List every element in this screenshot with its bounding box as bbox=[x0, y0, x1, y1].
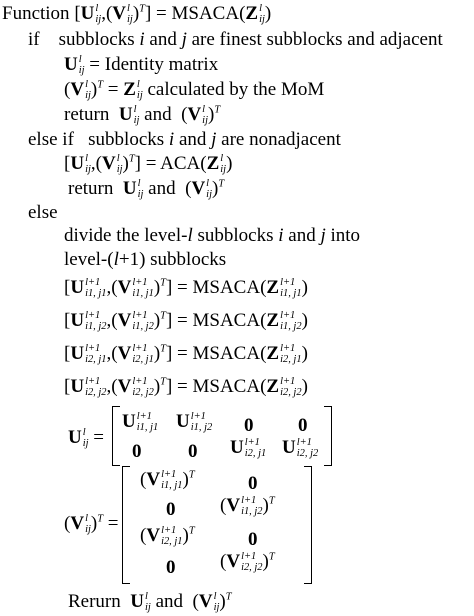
return-line-2: return U l ij and (V l ij )$^T$ bbox=[68, 178, 225, 200]
kw-if: if bbox=[28, 29, 40, 50]
identity-line: U l ij = Identity matrix bbox=[64, 54, 219, 76]
elseif-line: else if subblocks i and j are nonadjacent bbox=[28, 129, 341, 150]
v-matrix: (V l+1 i1, j1 )$^T$ 0 0 (V l+1 i1, j2 )$^T$ (V l+1 i2, j1 )$^T$ 0 0 (V l+1 i2, j2 )$^T$ bbox=[122, 466, 312, 584]
aca-line: [U l ij ,(V l ij )$^T$] = ACA(Z l ij ) bbox=[64, 153, 233, 175]
u-matrix: U l+1 i1, j1 U l+1 i1, j2 0 0 0 0 U l+1 i2, j1 U l+1 i2, j2 bbox=[112, 406, 332, 466]
function-line: Function [U l ij ,(V l ij )$^T$] = MSACA(Z l ij ) bbox=[2, 3, 272, 25]
return-line-final: Rerurn U l ij and (V l ij )$^T$ bbox=[68, 591, 232, 613]
recursive-call-3: [U l+1 i2, j1 ,(V l+1 i2, j1 )$^T$] = MSACA(Z l+1 i2, j1 ) bbox=[64, 343, 308, 365]
return-line-1: return U l ij and (V l ij )$^T$ bbox=[64, 104, 221, 126]
recursive-call-4: [U l+1 i2, j2 ,(V l+1 i2, j2 )$^T$] = MSACA(Z l+1 i2, j2 ) bbox=[64, 376, 308, 398]
u-matrix-lhs: U l ij = bbox=[68, 427, 105, 449]
recursive-call-2: [U l+1 i1, j2 ,(V l+1 i1, j2 )$^T$] = MSACA(Z l+1 i1, j2 ) bbox=[64, 310, 308, 332]
kw-function: Function bbox=[2, 3, 70, 24]
fn-msaca: MSACA bbox=[171, 3, 240, 24]
mom-line: (V l ij )$^T$ = Z l ij calculated by the MoM bbox=[64, 79, 325, 101]
recursive-call-1: [U l+1 i1, j1 ,(V l+1 i1, j1 )$^T$] = MSACA(Z l+1 i1, j1 ) bbox=[64, 277, 308, 299]
if-line: if subblocks i and j are finest subblocks and adjacent bbox=[28, 29, 443, 50]
level-line: level-(l+1) subblocks bbox=[64, 249, 227, 270]
else-line: else bbox=[28, 202, 58, 223]
v-matrix-lhs: (V l ij )$^T$ = bbox=[64, 513, 119, 535]
divide-line: divide the level-l subblocks i and j into bbox=[64, 225, 361, 246]
